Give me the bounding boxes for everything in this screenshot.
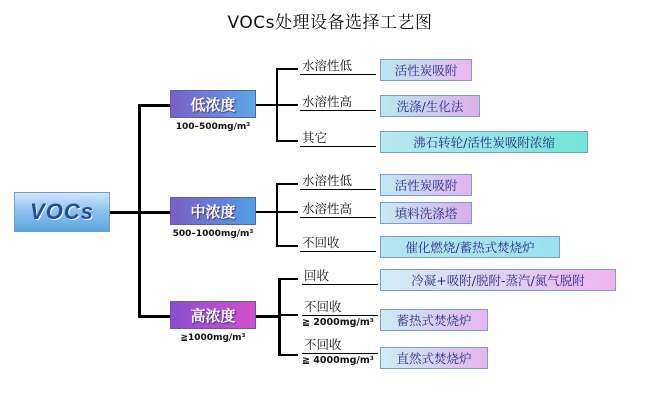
- node-high-concentration-range: ≧1000mg/m³: [180, 333, 246, 343]
- connector-high-opt3: [278, 354, 298, 356]
- connector-high-opt2: [278, 314, 298, 316]
- connector-mid-out: [256, 211, 278, 213]
- connector-low-opt1: [276, 68, 298, 70]
- connector-mid-opt3: [276, 245, 298, 247]
- label-high-cond-2-threshold: ≧ 2000mg/m³: [302, 317, 374, 328]
- node-high-result-1: 冷凝+吸附/脱附-蒸汽/氮气脱附: [380, 269, 616, 291]
- node-high-result-2: 蓄热式焚烧炉: [380, 309, 488, 331]
- node-low-result-3: 沸石转轮/活性炭吸附浓缩: [380, 131, 588, 153]
- label-low-cond-2: 水溶性高: [302, 94, 353, 109]
- divider-low-cond-3: [300, 146, 376, 147]
- connector-low-out: [256, 104, 278, 106]
- divider-mid-cond-2: [300, 217, 376, 218]
- connector-high-spine: [278, 278, 281, 356]
- connector-high-stub: [138, 315, 170, 318]
- node-vocs-root: VOCs: [14, 192, 110, 232]
- label-mid-cond-3: 不回收: [302, 235, 340, 250]
- connector-low-opt3: [276, 140, 298, 142]
- node-low-result-2: 洗涤/生化法: [380, 95, 480, 117]
- label-high-cond-3-threshold: ≧ 4000mg/m³: [302, 355, 374, 366]
- label-mid-cond-1: 水溶性低: [302, 173, 353, 188]
- connector-high-opt1: [278, 278, 298, 280]
- page-title: VOCs处理设备选择工艺图: [227, 13, 433, 33]
- divider-mid-cond-3: [300, 251, 376, 252]
- label-high-cond-2: 不回收: [304, 299, 342, 314]
- connector-mid-opt2: [276, 211, 298, 213]
- connector-mid-stub: [138, 211, 170, 214]
- divider-mid-cond-1: [300, 189, 376, 190]
- node-high-concentration: 高浓度: [170, 301, 256, 329]
- node-mid-result-1: 活性炭吸附: [380, 174, 472, 196]
- divider-low-cond-2: [300, 110, 376, 111]
- connector-mid-opt1: [276, 183, 298, 185]
- node-mid-concentration-range: 500–1000mg/m³: [172, 229, 254, 239]
- node-high-result-3: 直然式焚烧炉: [380, 347, 488, 369]
- connector-low-opt2: [276, 104, 298, 106]
- label-low-cond-3: 其它: [302, 130, 328, 145]
- label-high-cond-1: 回收: [304, 268, 330, 283]
- node-low-result-1: 活性炭吸附: [380, 59, 472, 81]
- node-mid-result-2: 填料洗涤塔: [380, 202, 472, 224]
- divider-high-cond-1: [302, 284, 378, 285]
- node-low-concentration: 低浓度: [170, 90, 256, 118]
- label-high-cond-3: 不回收: [304, 337, 342, 352]
- divider-low-cond-1: [300, 74, 376, 75]
- connector-high-out: [256, 315, 280, 318]
- divider-high-cond-2: [302, 315, 378, 316]
- connector-root-horizontal: [110, 211, 140, 214]
- node-mid-concentration: 中浓度: [170, 197, 256, 225]
- divider-high-cond-3: [302, 353, 378, 354]
- label-low-cond-1: 水溶性低: [302, 58, 353, 73]
- node-mid-result-3: 催化燃烧/蓄热式焚烧炉: [380, 236, 560, 258]
- connector-low-stub: [138, 104, 170, 107]
- connector-mid-spine: [276, 183, 278, 247]
- node-low-concentration-range: 100–500mg/m³: [175, 122, 251, 132]
- label-mid-cond-2: 水溶性高: [302, 201, 353, 216]
